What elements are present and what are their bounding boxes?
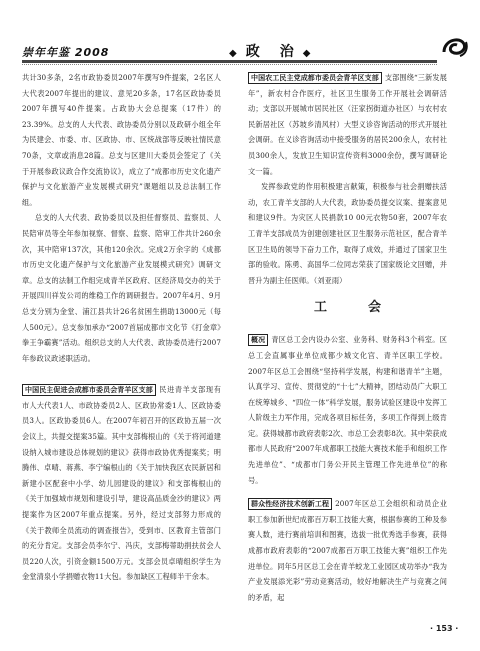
section-block bbox=[248, 496, 447, 605]
paragraph: 共计30多条，2名市政协委员2007年撰写9件提案，2名区人大代表2007年提出的建议、意见20多条，17名区政协委员2007年撰写40件提案。占政协大会总提案（17件）的23.39%。总支的人大代表、政协委员分别以及政研小组全年为民建会、市委、市、区政协、市、区统战部等反映社情民意70条，文章或消息28篇。总支与区建川大委员会签定了《关于开展参政议政合作交流协议》，成立了“成都市历史文化遗产保护与文化旅游产业发展模式研究”课题组以及总法制工作组。 bbox=[22, 73, 221, 207]
paragraph: 发挥参政党的作用积极建言献策，积极参与社会捐赠扶活动，农工青羊支部的人大代表，政协委员提交议案、提案意见和建议9件。为灾区人民捐款10 00元衣物50套，2007年农工青羊支部成员为创建创建社区卫生服务示范社区，配合青羊区卫生局的领导下奋力工作，取得了成效，并通过了国家卫生部的验收。陈勇、高国华二位同志荣获了国家级论文回赠，并晋升为副主任医师。（刘亚雨） bbox=[248, 182, 447, 285]
yearbook-title: 崇年年鉴 2008 bbox=[22, 46, 110, 59]
header-rule bbox=[22, 60, 437, 63]
header-dotted-rule bbox=[22, 64, 437, 66]
page-header bbox=[0, 0, 480, 64]
section-heading: 概况 bbox=[248, 334, 268, 346]
section-label: 政 治 bbox=[245, 44, 297, 60]
section-body: 2007年区总工会组织和动员企业职工参加新世纪成都百万职工技能大赛，根据参赛的工种及参赛人数，进行赛前培训和图赛，选拔一批优秀选手参赛，获得成都市政府表彰的“2007成都百万职工技能大赛”组织工作先进单位。同年5月区总工会在青羊蛟龙工业园区成功举办“我为产业发展添光彩”劳动竞赛活动，较好地解决生产与竞赛之间的矛盾，起 bbox=[248, 499, 447, 602]
section-body: 支部围绕“三新发展年”，新农村合作医疗，社区卫生服务工作开展社会调研活动；支部以开展城市居民社区（汪家拐街道办社区）与农村农民新居社区（苏坡乡清风村）大型义诊咨询活动的形式开展社会调研。在义诊咨询活动中接受服务的居民200余人，农村社员300余人，发放卫生知识宣传资料3000余份，撰写调研论文一篇。 bbox=[248, 73, 447, 176]
diamond-right-icon: ◆ bbox=[302, 48, 314, 59]
right-column bbox=[248, 70, 447, 605]
section-body: 青区总工会内设办公室、业务科、财务科3个科室。区总工会直属事业单位成都少城文化宫、青羊区职工学校。2007年区总工会围绕“坚持科学发展，构建和谐青羊”主题，认真学习、宣传、贯彻党的“十七”大精神，团结动员广大职工在统筹城乡、“四位一体”科学发展，服务试验区建设中发挥工人阶级主力军作用，完成各项目标任务，多项工作得到上级肯定。获得城都市政府表彰2次、市总工会表彰8次。其中荣获成都市人民政府“2007年成都职工技能大赛技术能手和组织工作先进单位”、“成都市门务公开民主管理工作先进单位”的称号。 bbox=[248, 335, 447, 485]
swirl-logo-icon bbox=[440, 30, 470, 60]
section-body: 民进青羊支部现有市人大代表1人、市政协委员2人、区政协常委1人、区政协委员3人。区政协委员6人。在2007年初召开的区政协五届一次会议上，共提交提案35篇。其中支部梅根山的《关于将河道建设纳入城市建设总体规划的建议》获得市政协优秀提案奖；明腾伟、卓晴、蒋燕、李宁编根山的《关于加快我区农民新居和新建小区配套中小学、幼儿园建设的建议》和支部梅根山的《关于加强城市规划和建设引导，建设高品质金沙的建议》两提案作为区2007年重点提案。另外，经过支部努力形成的《关于教师全员流动的调查报告》，受到市、区教育主管部门的充分肯定。支部会员李尔宁、冯庆，支部梅蒂助捐扶贫会人员220人次，引资金额1500万元。支部会员卓晴组织学生为金堂清泉小学捐赠衣物11大包。参加缺区工程师半干余本。 bbox=[22, 385, 221, 582]
section-block bbox=[248, 70, 447, 179]
section-block bbox=[248, 332, 447, 488]
section-heading: 群众性经济技术创新工程 bbox=[248, 498, 332, 510]
left-column bbox=[22, 70, 221, 585]
section-title bbox=[223, 41, 319, 61]
chapter-title: 工 会 bbox=[313, 300, 395, 316]
paragraph: 总支的人大代表、政协委员以及担任督察员、监察员、人民陪审员等全年参加视察、督察、监察、陪审工作共计260余次，其中陪审137次，其他120余次。完成2万余字的《成都市历史文化遗产保护与文化旅游产业发展模式研究》调研文章。总支的法制工作组完成青羊区政府、区经济局交办的关于开展四川祥发公司的维稳工作的调研报告。2007年4月、9月总支分别为金堂、浦江县共计26名贫困生捐助13000元（每人500元）。总支参加承办“2007首届成都市文化节《打金章》拳王争霸赛”活动。组织总支的人大代表、政协委员进行2007年参政议政述职活动。 bbox=[22, 213, 221, 363]
diamond-left-icon: ◆ bbox=[229, 48, 240, 59]
section-heading: 中国农工民主党成都市委员会青羊区支部 bbox=[248, 72, 382, 84]
page-number: · 153 · bbox=[430, 624, 459, 633]
section-heading: 中国民主促进会成都市委员会青羊区支部 bbox=[22, 384, 156, 396]
section-block bbox=[22, 382, 221, 585]
